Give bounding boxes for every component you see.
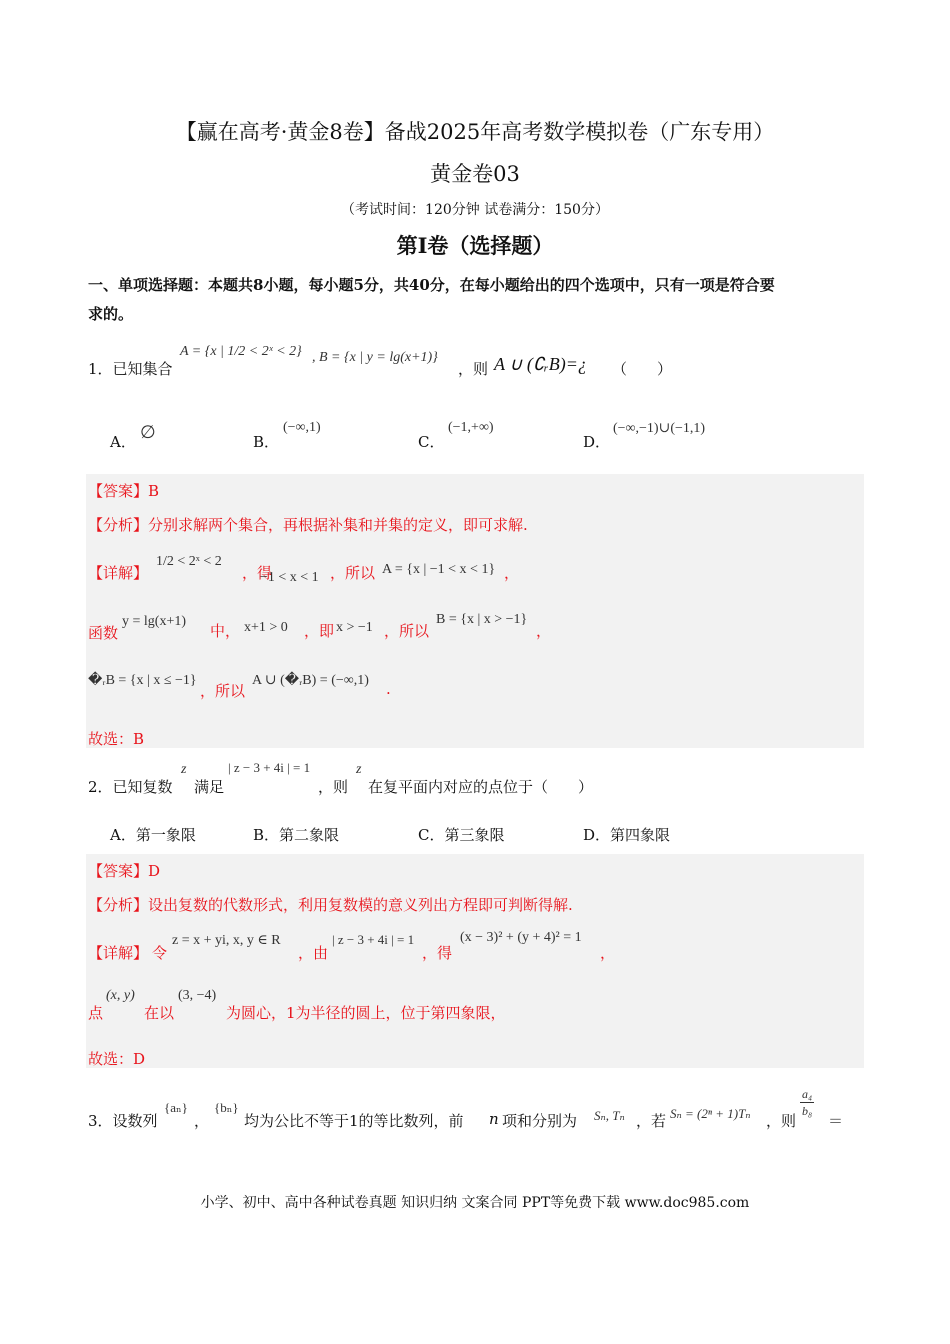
q1-detail-label: 【详解】 [88, 564, 149, 582]
q2-detail-text-3: ，得 [422, 944, 453, 962]
q3-n: n [489, 1110, 499, 1128]
section-title: 第I卷（选择题） [396, 233, 554, 258]
part-intro-line2: 求的。 [88, 305, 134, 323]
q2-detail-text-2: ，由 [298, 944, 329, 962]
q1-detail-text-2: ，所以 [330, 564, 376, 582]
q1-detail-text-9: ，所以 [200, 682, 246, 700]
paper-title: 【赢在高考·黄金8卷】备战2025年高考数学模拟卷（广东专用） [175, 120, 775, 144]
q1-detail-text-6: ，即 [304, 622, 335, 640]
q2-detail-label: 【详解】 [88, 944, 149, 962]
q2-detail-z-form: z = x + yi, x, y ∈ R [172, 933, 281, 948]
q1-detail-domain: x+1 > 0 [244, 620, 288, 635]
q2-option-d: D．第四象限 [583, 826, 671, 844]
q1-paren: （ ） [612, 360, 673, 378]
q1-detail-text-7: ，所以 [384, 622, 430, 640]
q3-sums: Sₙ, Tₙ [594, 1108, 625, 1123]
q2-detail-text-4: ， [600, 944, 616, 962]
q1-detail-text-10: . [386, 680, 391, 698]
q1-option-c-label: C． [418, 433, 445, 451]
q3-fraction-denominator: b₈ [802, 1104, 813, 1118]
q1-analysis: 【分析】分别求解两个集合，再根据补集和并集的定义，即可求解. [88, 516, 528, 534]
q1-detail-complement: �ᵣB = {x | x ≤ −1} [88, 673, 197, 688]
q1-option-b: (−∞,1) [283, 420, 321, 435]
q3-equals: ＝ [828, 1112, 844, 1130]
q3-fraction [800, 1086, 814, 1119]
q2-option-c: C．第三象限 [418, 826, 505, 844]
exam-info: （考试时间：120分钟 试卷满分：150分） [341, 202, 609, 218]
q1-detail-text-1: ，得 [242, 564, 273, 582]
q2-satisfy: 满足 [194, 778, 225, 796]
q2-rest: 在复平面内对应的点位于（ ） [368, 778, 594, 796]
q2-detail-text-7: 为圆心，1为半径的圆上，位于第四象限， [226, 1004, 506, 1022]
q2-detail-circle-eq: (x − 3)² + (y + 4)² = 1 [460, 930, 582, 945]
q3-text-1: 均为公比不等于1的等比数列，前 [244, 1112, 464, 1130]
q1-detail-set-a: A = {x | −1 < x < 1} [382, 562, 496, 577]
q1-detail-text-4: 函数 [88, 624, 119, 642]
q3-seq-a: {aₙ} [164, 1100, 188, 1115]
q2-solution-box [86, 854, 864, 1068]
q1-choose: 故选：B [88, 730, 145, 748]
q2-answer: 【答案】D [88, 862, 161, 880]
q2-condition: | z − 3 + 4i | = 1 [228, 760, 311, 775]
q2-option-a: A．第一象限 [110, 826, 196, 844]
q2-detail-text-1: 令 [152, 944, 168, 962]
q3-fraction-numerator: a₄ [802, 1087, 813, 1101]
q2-detail-point: (x, y) [106, 988, 135, 1003]
q2-detail-condition: | z − 3 + 4i | = 1 [332, 932, 415, 947]
q1-detail-text-5: 中， [210, 622, 241, 640]
q1-detail-set-b: B = {x | x > −1} [436, 612, 528, 627]
q1-then: ，则 [458, 360, 489, 378]
q2-option-b: B．第二象限 [253, 826, 340, 844]
q1-detail-inequality: 1/2 < 2ˣ < 2 [156, 554, 222, 569]
q1-expression: A ∪ (∁ᵣB)=¿ [494, 354, 587, 374]
q1-stem-start: 1．已知集合 [88, 360, 173, 378]
q2-analysis: 【分析】设出复数的代数形式，利用复数模的意义列出方程即可判断得解. [88, 896, 573, 914]
q1-detail-range: −1 < x < 1 [260, 570, 319, 585]
q1-detail-text-8: ， [536, 622, 552, 640]
q1-solution-box [86, 474, 864, 748]
q1-option-d: (−∞,−1)∪(−1,1) [613, 421, 706, 436]
q2-detail-text-6: 在以 [144, 1004, 175, 1022]
q2-z: z [181, 762, 187, 777]
q3-seq-b: {bₙ} [214, 1100, 239, 1115]
q1-detail-function: y = lg(x+1) [122, 614, 187, 629]
part-intro-line1: 一、单项选择题：本题共8小题，每小题5分，共40分，在每小题给出的四个选项中，只有一项是符合要 [88, 276, 775, 294]
q2-stem-start: 2．已知复数 [88, 778, 173, 796]
q1-answer: 【答案】B [88, 482, 160, 500]
q3-if: ，若 [636, 1112, 667, 1130]
q1-option-c: (−1,+∞) [448, 420, 494, 435]
q1-option-b-label: B． [253, 433, 280, 451]
q1-option-a: ∅ [140, 422, 156, 442]
q2-detail-text-5: 点 [88, 1004, 104, 1022]
q2-z-2: z [356, 762, 362, 777]
q2-choose: 故选：D [88, 1050, 146, 1068]
paper-subtitle: 黄金卷03 [430, 162, 520, 186]
q1-option-a-label: A． [110, 433, 136, 451]
q1-option-d-label: D． [583, 433, 611, 451]
q3-stem-start: 3．设数列 [88, 1112, 158, 1130]
q3-comma: ， [194, 1112, 210, 1130]
q2-then: ，则 [318, 778, 349, 796]
q3-then: ，则 [766, 1112, 797, 1130]
q1-set-a: A = {x | 1/2 < 2ˣ < 2} [180, 344, 302, 359]
q3-text-2: 项和分别为 [502, 1112, 578, 1130]
q1-detail-text-3: ， [504, 564, 520, 582]
footer-text: 小学、初中、高中各种试卷真题 知识归纳 文案合同 PPT等免费下载 www.doc985.com [200, 1195, 750, 1211]
q1-detail-union: A ∪ (�ᵣB) = (−∞,1) [252, 673, 369, 688]
q2-detail-center: (3, −4) [178, 988, 217, 1003]
q3-condition: Sₙ = (2ⁿ + 1)Tₙ [670, 1106, 751, 1121]
q1-detail-domain-2: x > −1 [336, 620, 373, 635]
q1-set-b: , B = {x | y = lg(x+1)} [312, 350, 438, 365]
